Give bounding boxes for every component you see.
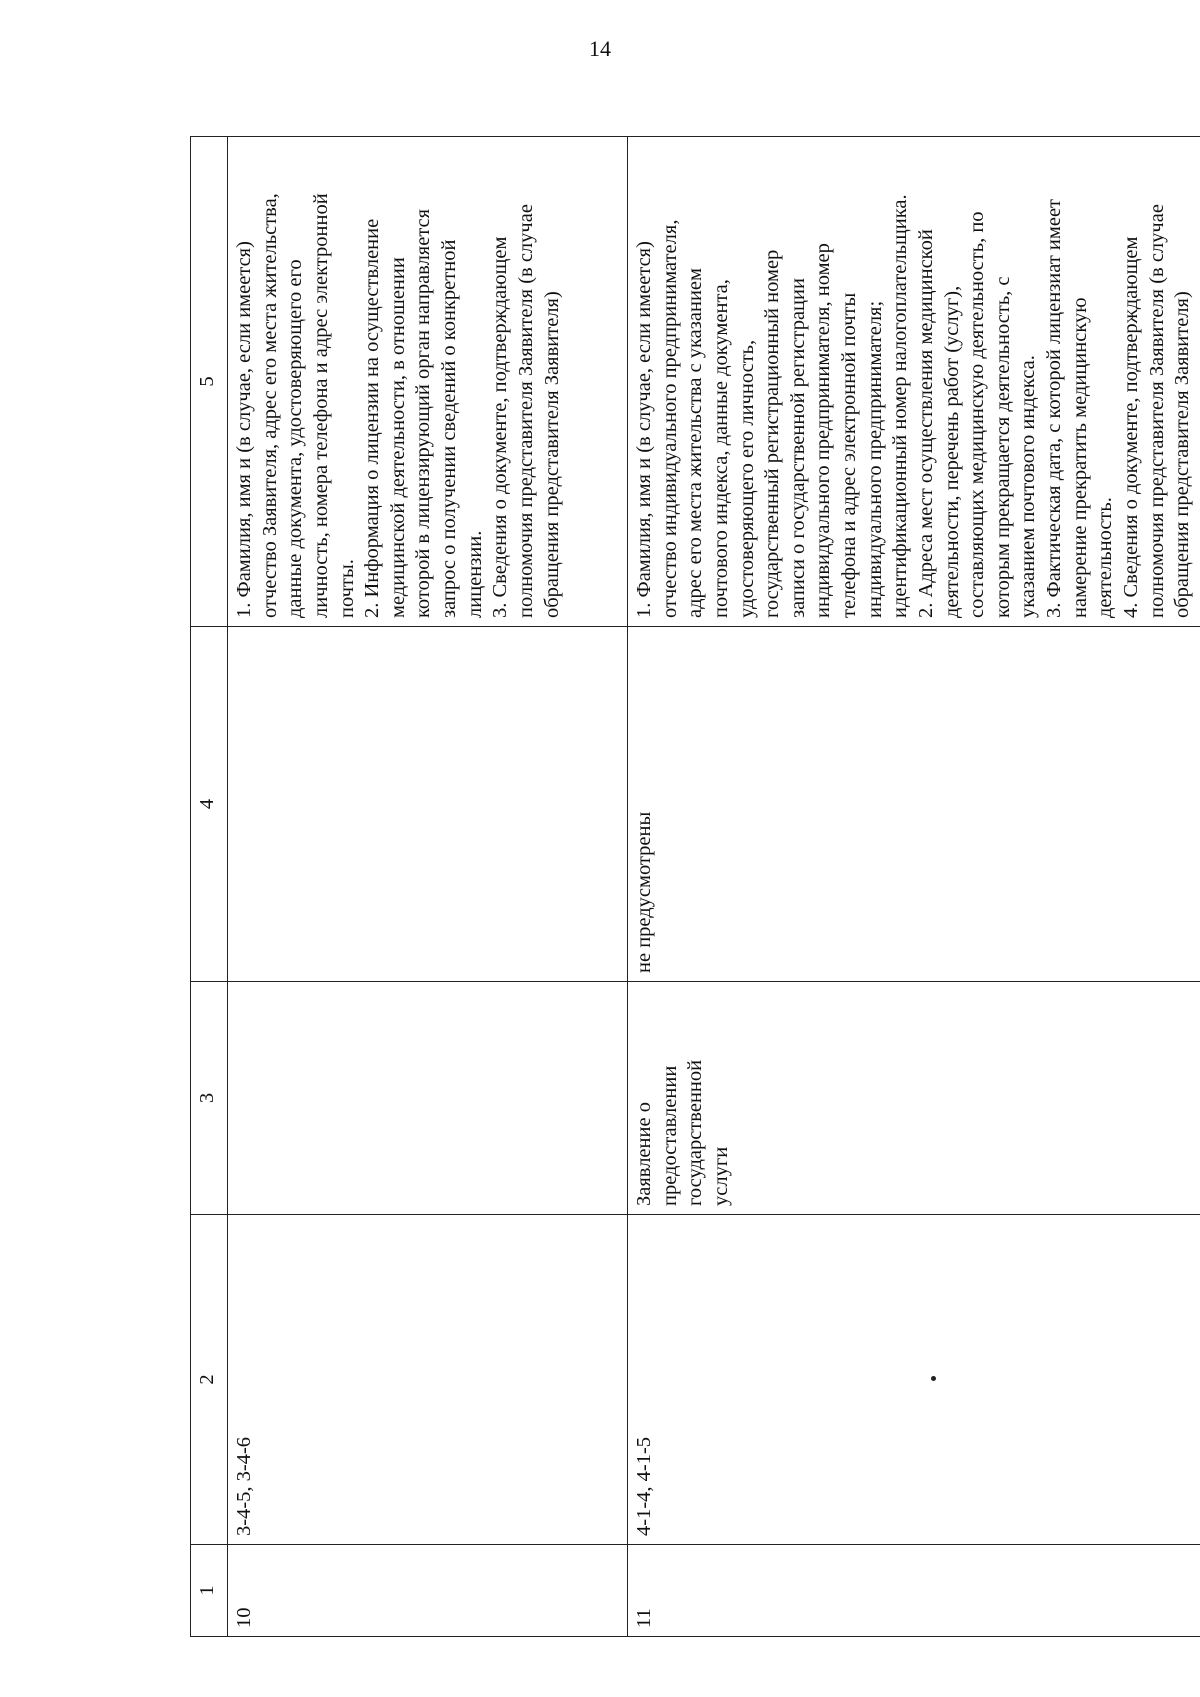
document-line: услуги bbox=[709, 1146, 732, 1206]
info-line: полномочия представителя Заявителя (в случае bbox=[514, 204, 537, 618]
header-cell: 1 bbox=[191, 1545, 228, 1637]
info-line: деятельность. bbox=[1094, 497, 1117, 618]
row-document bbox=[228, 982, 628, 1215]
info-line: полномочия представителя Заявителя (в случае bbox=[1145, 204, 1168, 618]
row-codes-text: 4-1-4, 4-1-5 bbox=[633, 1436, 655, 1536]
info-line: почты. bbox=[335, 559, 358, 618]
document-line: предоставлении bbox=[658, 1065, 681, 1206]
info-line: государственный регистрационный номер bbox=[761, 249, 784, 618]
row-document bbox=[628, 982, 1200, 1215]
info-line: лицензии. bbox=[463, 530, 486, 618]
info-line: индивидуального предпринимателя; bbox=[863, 300, 886, 618]
page-number: 14 bbox=[589, 36, 611, 61]
table-row bbox=[228, 137, 628, 1637]
stray-dot bbox=[931, 1376, 936, 1381]
info-line: отчество Заявителя, адрес его места жительства, bbox=[258, 193, 281, 618]
header-cell: 4 bbox=[191, 627, 228, 982]
row-number: 10 bbox=[228, 1545, 628, 1637]
info-line: обращения представителя Заявителя) bbox=[1171, 291, 1194, 618]
services-table bbox=[190, 136, 1200, 1637]
table-row bbox=[628, 137, 1200, 1637]
info-line: 1. Фамилия, имя и (в случае, если имеется) bbox=[633, 241, 655, 618]
row-codes: 3-4-5, 3-4-6 bbox=[228, 1215, 628, 1545]
document-line: государственной bbox=[684, 1059, 707, 1206]
row-number: 11 bbox=[628, 1545, 1200, 1637]
info-line: 2. Информация о лицензии на осуществление bbox=[361, 218, 384, 618]
info-line: идентификационный номер налогоплательщика. bbox=[889, 194, 912, 618]
info-line: записи о государственной регистрации bbox=[786, 278, 809, 618]
document-line: Заявление о bbox=[633, 1102, 655, 1206]
info-line: составляющих медицинскую деятельность, по bbox=[966, 211, 989, 618]
rotated-table-container bbox=[190, 137, 1194, 1637]
info-line: личность, номера телефона и адрес электронной bbox=[309, 193, 332, 618]
info-line: 3. Сведения о документе, подтверждающем bbox=[489, 236, 512, 618]
info-line: 1. Фамилия, имя и (в случае, если имеется) bbox=[233, 241, 255, 618]
table-header-row bbox=[191, 137, 228, 1637]
row-info bbox=[228, 137, 628, 627]
row-codes bbox=[628, 1215, 1200, 1545]
row-info bbox=[628, 137, 1200, 627]
row-requirements bbox=[228, 627, 628, 982]
info-line: запрос о получении сведений о конкретной bbox=[438, 239, 460, 618]
row-requirements: не предусмотрены bbox=[628, 627, 1200, 982]
info-line: телефона и адрес электронной почты bbox=[838, 292, 860, 618]
info-line: которым прекращается деятельность, с bbox=[991, 276, 1014, 618]
info-line: намерение прекратить медицинскую bbox=[1068, 297, 1091, 618]
info-line: медицинской деятельности, в отношении bbox=[386, 257, 409, 618]
info-line: адрес его места жительства с указанием bbox=[684, 268, 707, 618]
info-line: обращения представителя Заявителя) bbox=[540, 291, 563, 618]
info-line: удостоверяющего его личность, bbox=[735, 339, 758, 618]
info-line: индивидуального предпринимателя, номер bbox=[812, 243, 835, 618]
info-line: 4. Сведения о документе, подтверждающем bbox=[1119, 236, 1142, 618]
header-cell: 3 bbox=[191, 982, 228, 1215]
header-cell: 5 bbox=[191, 137, 228, 627]
info-line: почтового индекса, данные документа, bbox=[709, 279, 732, 618]
info-line: указанием почтового индекса. bbox=[1017, 355, 1040, 618]
info-line: отчество индивидуального предпринимателя, bbox=[658, 219, 681, 618]
info-line: 3. Фактическая дата, с которой лицензиат имеет bbox=[1043, 198, 1065, 618]
info-line: которой в лицензирующий орган направляется bbox=[412, 208, 435, 618]
info-line: данные документа, удостоверяющего его bbox=[284, 259, 307, 618]
header-cell: 2 bbox=[191, 1215, 228, 1545]
info-line: 2. Адреса мест осуществления медицинской bbox=[914, 229, 937, 618]
info-line: деятельности, перечень работ (услуг), bbox=[940, 285, 963, 618]
